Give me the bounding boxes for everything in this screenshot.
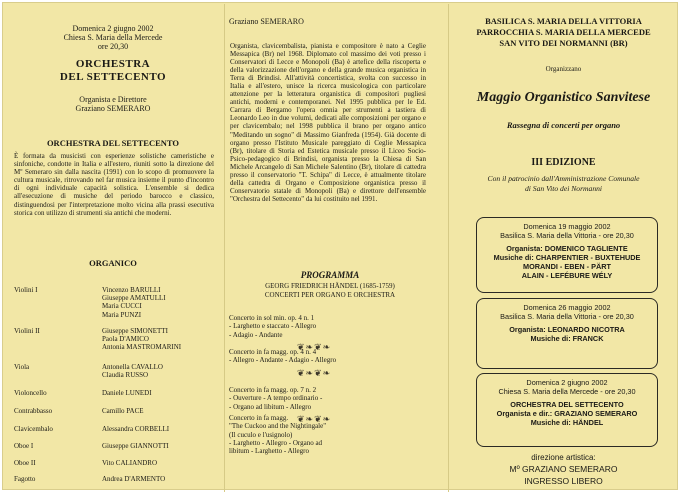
organico-player: Vito CALIANDRO (102, 459, 157, 467)
concert-time: ore 20,30 (97, 42, 129, 51)
concerts-heading: CONCERTI PER ORGANO E ORCHESTRA (264, 291, 396, 299)
work-movement: "The Cuckoo and the Nightingale" (229, 422, 327, 431)
concert-box-place: Basilica S. Maria della Vittoria - ore 20,30 (500, 312, 634, 321)
work-title: Concerto in fa magg. (229, 414, 289, 422)
organico-player: Maria CUCCI (102, 302, 142, 311)
header-line1: BASILICA S. MARIA DELLA VITTORIA (485, 16, 642, 26)
organico-instrument: Fagotto (14, 475, 36, 483)
organico-instrument: Oboe II (14, 459, 36, 467)
concert-box-date: Domenica 2 giugno 2002 (526, 378, 608, 387)
organico-player: Andrea D'ARMENTO (102, 475, 166, 483)
concert-box-line: MORANDI - EBEN - PÄRT (523, 262, 611, 271)
organico-player: Antonella CAVALLO (102, 363, 163, 371)
director-role: Organista e Direttore (79, 95, 147, 104)
concert-box-line: Organista: LEONARDO NICOTRA (509, 325, 625, 334)
patronage-line1: Con il patrocinio dall'Amministrazione Comunale (487, 174, 640, 183)
organico-player: Daniele LUNEDI (102, 389, 152, 397)
programma-heading: PROGRAMMA (300, 270, 360, 280)
edition: III EDIZIONE (531, 157, 596, 168)
work-title: Concerto in sol min. op. 4 n. 1 (229, 314, 315, 322)
concert-box (476, 298, 658, 369)
organico-instrument: Viola (14, 363, 30, 371)
organico-player: Giuseppe SIMONETTI (102, 327, 168, 335)
concert-box-line: Organista: DOMENICO TAGLIENTE (506, 244, 628, 253)
concert-box-line: Musiche di: HÄNDEL (530, 418, 604, 427)
direction-name: Mº GRAZIANO SEMERARO (509, 464, 618, 474)
orchestra-title-line1: ORCHESTRA (75, 58, 151, 70)
concert-box-line: Musiche di: CHARPENTIER - BUXTEHUDE (493, 253, 641, 262)
concert-church: Chiesa S. Maria della Mercede (63, 33, 163, 42)
orchestra-description: È formata da musicisti con esperienze solistiche cameristiche e sinfoniche, condotte in Italia e all'estero, riuniti sotto la direzione del Mº Semeraro sin dalla nascita (1991) con lo scopo di promuovere la cultura musicale, ritrovando nel far musica insieme il punto d'incontro di ogni individuale capacità solistica. L'ensemble si dedica all'esecuzione di musiche del periodo barocco e classico, distinguendosi per l'interpretazione molto vicina alla prassi esecutiva storica con utilizzo di strumenti sia antichi che moderni. (14, 152, 214, 217)
organico-instrument: Oboe I (14, 442, 34, 450)
composer: GEORG FRIEDRICH HÄNDEL (1685-1759) (265, 282, 395, 290)
concert-box (476, 217, 658, 293)
organico-instrument: Clavicembalo (14, 425, 53, 433)
work-title: Concerto in fa magg. op. 7 n. 2 (229, 386, 317, 394)
concert-date: Domenica 2 giugno 2002 (72, 24, 154, 33)
ornament-divider: ❦❧❦❧ (297, 367, 332, 378)
work-title: Concerto in fa magg. op. 4 n. 4 (229, 348, 317, 356)
work-movement: - Allegro - Andante - Adagio - Allegro (229, 356, 337, 365)
organico-heading: ORGANICO (89, 258, 137, 268)
concert-box (476, 373, 658, 447)
event-subtitle: Rassegna di concerti per organo (506, 120, 621, 130)
work-movement: - Adagio - Andante (229, 330, 283, 339)
bio-name: Graziano SEMERARO (229, 17, 304, 26)
concert-box-line: Organista e dir.: GRAZIANO SEMERARO (496, 409, 638, 418)
organico-instrument: Violini I (14, 286, 38, 294)
organizzano-label: Organizzano (545, 65, 582, 73)
organico-instrument: Contrabbasso (14, 407, 53, 415)
left-panel (2, 2, 224, 490)
work-movement: - Organo ad libitum - Allegro (229, 402, 312, 411)
organico-player: Giuseppe AMATULLI (102, 294, 166, 303)
concert-box-line: Musiche di: FRANCK (530, 334, 604, 343)
concert-box-place: Basilica S. Maria della Vittoria - ore 20,30 (500, 231, 634, 240)
organico-player: Paola D'AMICO (102, 335, 149, 344)
patronage-line2: di San Vito dei Normanni (524, 184, 603, 193)
work-movement: - Larghetto e staccato - Allegro (229, 322, 317, 331)
organico-player: Alessandra CORBELLI (102, 425, 170, 433)
brochure-sheet (2, 2, 678, 490)
ornament-divider: ❦❧❦❧ (297, 341, 332, 352)
concert-box-date: Domenica 19 maggio 2002 (523, 222, 611, 231)
concert-box-line: ORCHESTRA DEL SETTECENTO (510, 400, 624, 409)
ornament-divider: ❦❧❦❧ (297, 413, 332, 424)
orchestra-title-line2: DEL SETTECENTO (59, 71, 167, 83)
organico-instrument: Violini II (14, 327, 40, 335)
organico-player: Vincenzo BARULLI (102, 286, 161, 294)
orchestra-section-heading: ORCHESTRA DEL SETTECENTO (46, 138, 180, 148)
bio-text: Organista, clavicembalista, pianista e compositore è nato a Ceglie Messapica (Br) nel 1968. Diplomato col massimo dei voti presso i Conservatori di Lecce e Monopoli (Ba) è artefice della riscoperta e della valorizzazione dell'organo e della grande musica organistica in Terra di Brindisi. All'attività concertistica, svolta con successo in Italia e all'estero, unisce la ricerca musicologica con particolare attenzione per la letteratura organistica di compositori pugliesi antichi, moderni e contemporanei. Nel 1995 pubblica per le Ed. Carrara di Bergamo l'opera omnia per strumenti a tastiera di Leonardo Leo in due volumi, dedicati alle composizioni per organo e per clavicembalo; nel 1998 pubblica il brano per organo antico "Meditando un sogno" di Massimo Gianfreda (1954). Già docente di organo presso l'Istituto Musicale pareggiato di Ceglie Messapica (Br), titolare di Storia ed Estetica musicale presso il Liceo Socio-Psico-pedagogico di Brindisi, organista presso la Chiesa di San Michele Arcangelo di San Michele Salentino (Br), titolare di cattedra presso il conservatorio "T. Schipa" di Lecce, è attualmente titolare della cattedra di Organo e Composizione organistica presso il Conservatorio statale di Monopoli (Ba) e direttore dell'ensemble "Orchestra del Settecento" da lui costituito nel 1991. (230, 42, 426, 203)
event-title: Maggio Organistico Sanvitese (476, 90, 651, 105)
header-line2: PARROCCHIA S. MARIA DELLA MERCEDE (476, 27, 651, 37)
organico-player: Giuseppe GIANNOTTI (102, 442, 169, 450)
organico-player: Claudia RUSSO (102, 371, 149, 380)
concert-box-line: ALAIN - LEFÉBURE WÉLY (521, 271, 613, 280)
concert-box-date: Domenica 26 maggio 2002 (523, 303, 611, 312)
header-line3: SAN VITO DEI NORMANNI (BR) (499, 38, 628, 48)
concert-box-place: Chiesa S. Maria della Mercede - ore 20,30 (498, 387, 636, 396)
work-movement: libitum - Larghetto - Allegro (229, 447, 309, 456)
work-movement: - Larghetto - Allegro - Organo ad (229, 438, 323, 447)
work-movement: - Ouverture - A tempo ordinario - (229, 394, 323, 403)
organico-instrument: Violoncello (14, 389, 47, 397)
organico-player: Antonia MASTROMARINI (102, 343, 182, 352)
organico-player: Camillo PACE (102, 407, 144, 415)
direction-label: direzione artistica: (531, 453, 596, 462)
director-name: Graziano SEMERARO (75, 104, 151, 113)
entry-free: INGRESSO LIBERO (524, 476, 603, 486)
organico-player: Maria PUNZI (102, 310, 142, 319)
work-movement: (Il cuculo e l'usignolo) (229, 430, 293, 439)
middle-panel (225, 2, 447, 490)
